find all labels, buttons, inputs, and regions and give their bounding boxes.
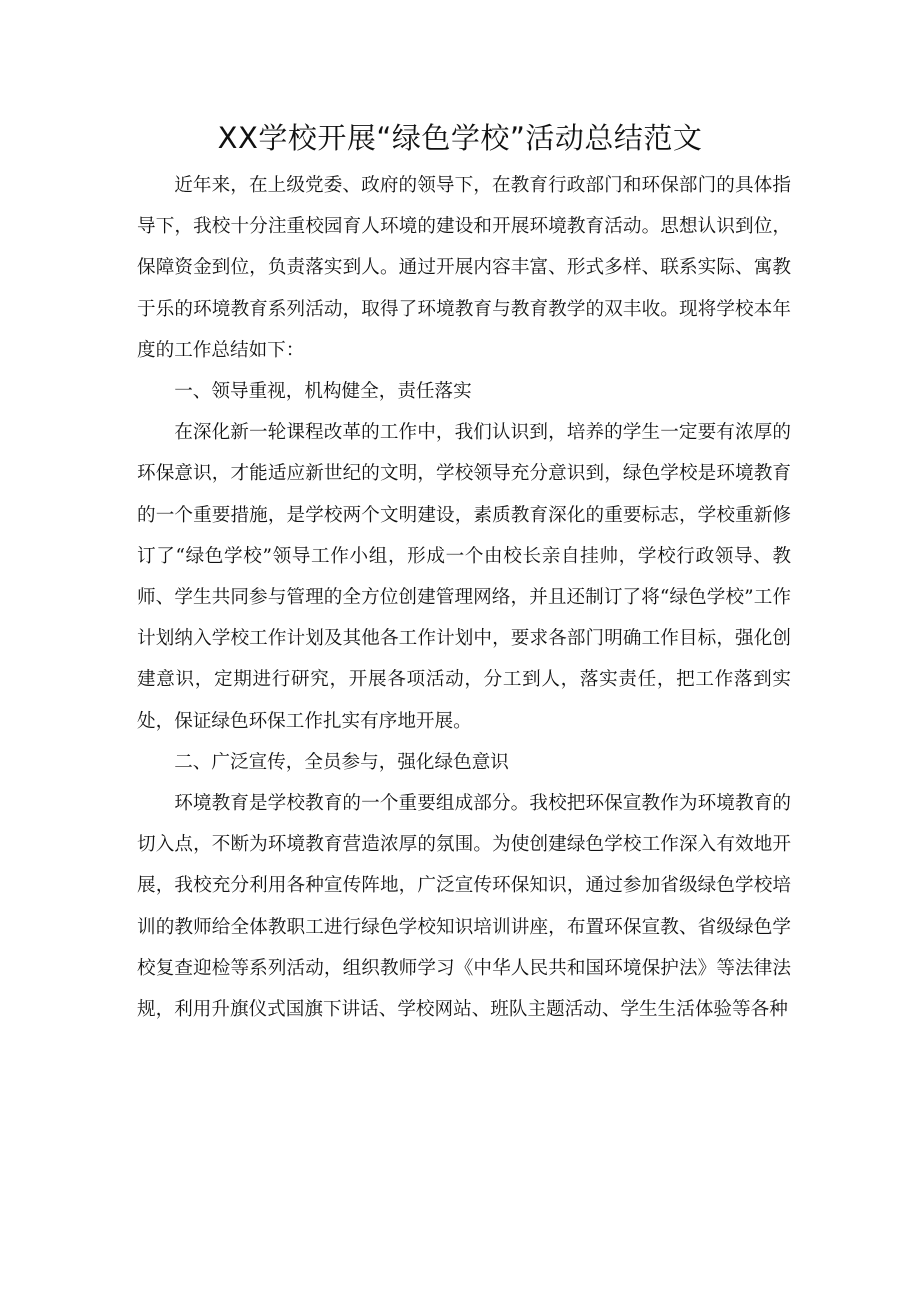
paragraph-section-1: 在深化新一轮课程改革的工作中，我们认识到，培养的学生一定要有浓厚的环保意识，才能适应新世纪的文明，学校领导充分意识到，绿色学校是环境教育的一个重要措施，是学校两个文明建设，素质教育深化的重要标志，学校重新修订了“绿色学校”领导工作小组，形成一个由校长亲自挂帅，学校行政领导、教师、学生共同参与管理的全方位创建管理网络，并且还制订了将“绿色学校”工作计划纳入学校工作计划及其他各工作计划中，要求各部门明确工作目标，强化创建意识，定期进行研究，开展各项活动，分工到人，落实责任，把工作落到实处，保证绿色环保工作扎实有序地开展。 [137, 422, 791, 732]
paragraph-intro: 近年来，在上级党委、政府的领导下，在教育行政部门和环保部门的具体指导下，我校十分注重校园育人环境的建设和开展环境教育活动。思想认识到位，保障资金到位，负责落实到人。通过开展内容丰富、形式多样、联系实际、寓教于乐的环境教育系列活动，取得了环境教育与教育教学的双丰收。现将学校本年度的工作总结如下： [137, 175, 791, 361]
paragraph-section-2: 环境教育是学校教育的一个重要组成部分。我校把环保宣教作为环境教育的切入点，不断为环境教育营造浓厚的氛围。为使创建绿色学校工作深入有效地开展，我校充分利用各种宣传阵地，广泛宣传环保知识，通过参加省级绿色学校培训的教师给全体教职工进行绿色学校知识培训讲座，布置环保宣教、省级绿色学校复查迎检等系列活动，组织教师学习《中华人民共和国环境保护法》等法律法规，利用升旗仪式国旗下讲话、学校网站、班队主题活动、学生生活体验等各种 [137, 793, 791, 1021]
section-heading-1: 一、领导重视，机构健全，责任落实 [174, 381, 472, 403]
document-title: XX学校开展“绿色学校”活动总结范文 [217, 121, 703, 155]
section-heading-2: 二、广泛宣传，全员参与，强化绿色意识 [174, 751, 509, 773]
document-body [137, 165, 791, 1030]
